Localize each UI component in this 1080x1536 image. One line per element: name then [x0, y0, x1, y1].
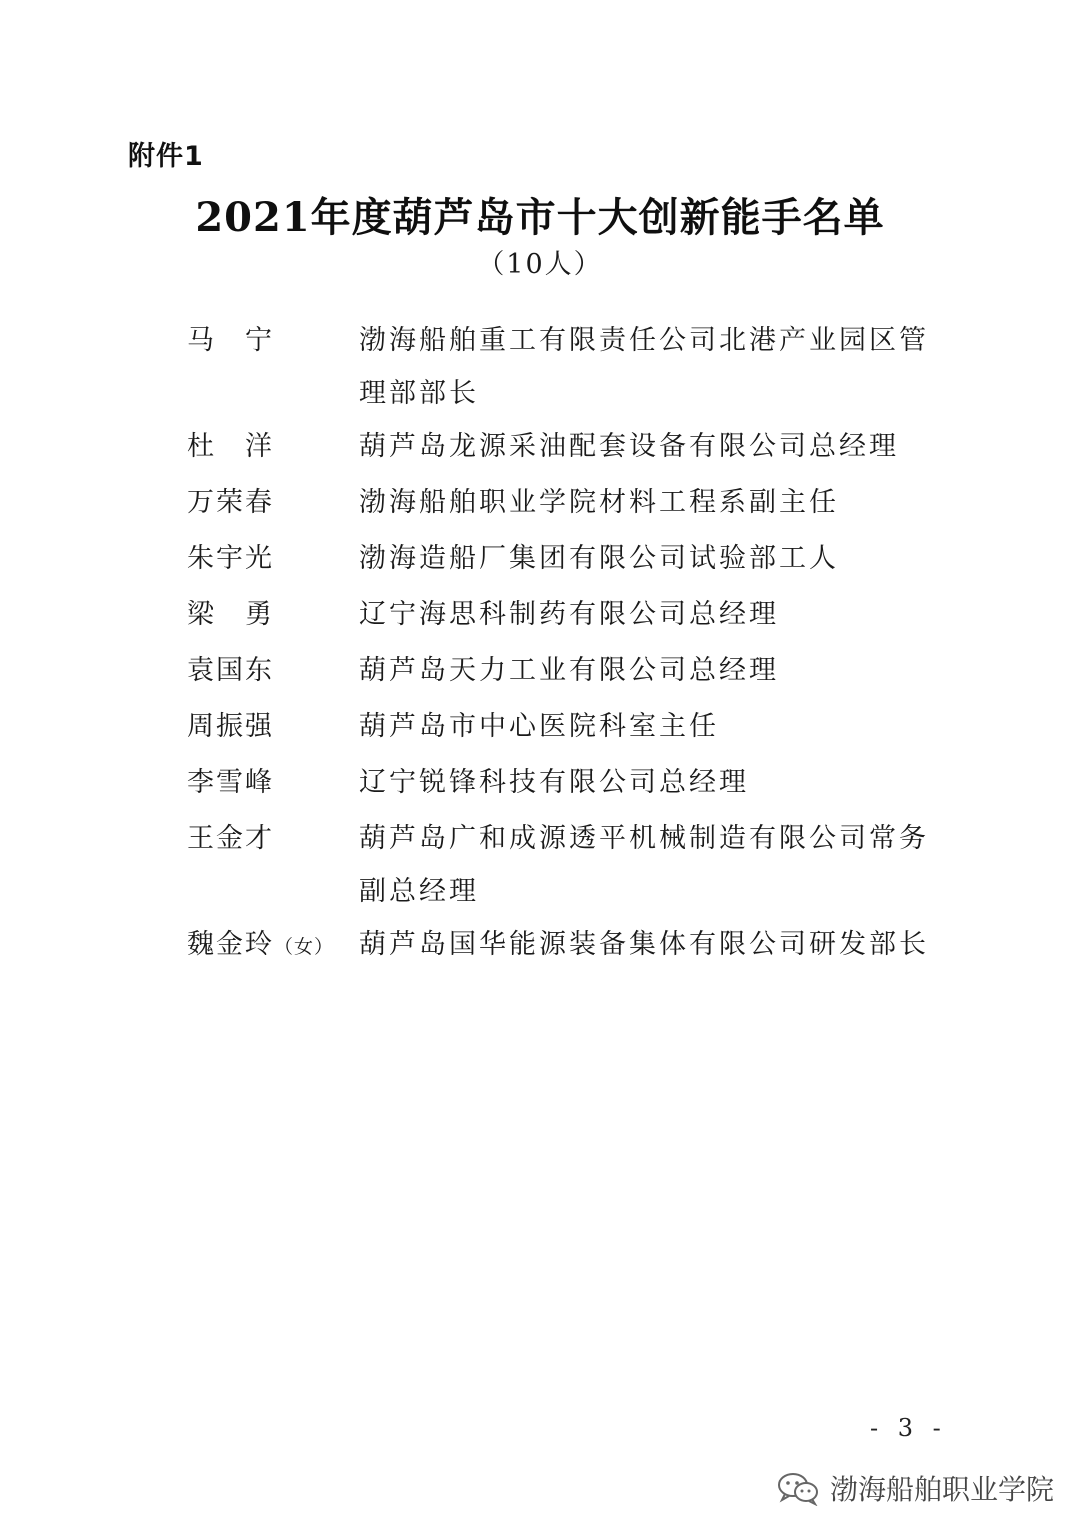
honoree-organization: 葫芦岛广和成源透平机械制造有限公司常务副总经理	[359, 823, 929, 907]
gender-note: （女）	[274, 936, 335, 958]
list-item	[187, 532, 947, 588]
honoree-organization: 辽宁海思科制药有限公司总经理	[359, 599, 779, 630]
honoree-organization: 葫芦岛国华能源装备集体有限公司研发部长	[359, 929, 929, 960]
honoree-name: 杜 洋	[187, 431, 274, 462]
list-item	[187, 918, 947, 974]
honoree-name: 周振强	[187, 711, 274, 742]
honoree-name: 袁国东	[187, 655, 274, 686]
list-item	[187, 420, 947, 476]
honoree-organization: 葫芦岛龙源采油配套设备有限公司总经理	[359, 431, 899, 462]
honoree-name: 梁 勇	[187, 599, 274, 630]
honoree-organization: 葫芦岛天力工业有限公司总经理	[359, 655, 779, 686]
honoree-organization: 辽宁锐锋科技有限公司总经理	[359, 767, 749, 798]
honoree-organization: 渤海船舶职业学院材料工程系副主任	[359, 487, 839, 518]
honoree-name: 万荣春	[187, 487, 274, 518]
list-item	[187, 756, 947, 812]
list-item	[187, 314, 947, 420]
list-item	[187, 588, 947, 644]
list-item	[187, 476, 947, 532]
watermark	[776, 1468, 1054, 1508]
honoree-name: 马 宁	[187, 325, 274, 356]
list-item	[187, 812, 947, 918]
honoree-name: 魏金玲（女）	[187, 929, 335, 960]
page-title: 2021年度葫芦岛市十大创新能手名单	[195, 194, 885, 241]
honoree-count: （10人）	[477, 249, 603, 280]
list-item	[187, 700, 947, 756]
watermark-text: 渤海船舶职业学院	[830, 1473, 1055, 1506]
honoree-name: 王金才	[187, 823, 274, 854]
honoree-organization: 葫芦岛市中心医院科室主任	[359, 711, 719, 742]
honoree-name: 李雪峰	[187, 767, 274, 798]
honoree-organization: 渤海船舶重工有限责任公司北港产业园区管理部部长	[359, 325, 929, 409]
honoree-name: 朱宇光	[187, 543, 274, 574]
honoree-organization: 渤海造船厂集团有限公司试验部工人	[359, 543, 839, 574]
attachment-label: 附件1	[128, 141, 204, 172]
honoree-list	[187, 314, 947, 974]
wechat-icon	[776, 1470, 820, 1506]
list-item	[187, 644, 947, 700]
page-number: - 3 -	[870, 1414, 947, 1442]
